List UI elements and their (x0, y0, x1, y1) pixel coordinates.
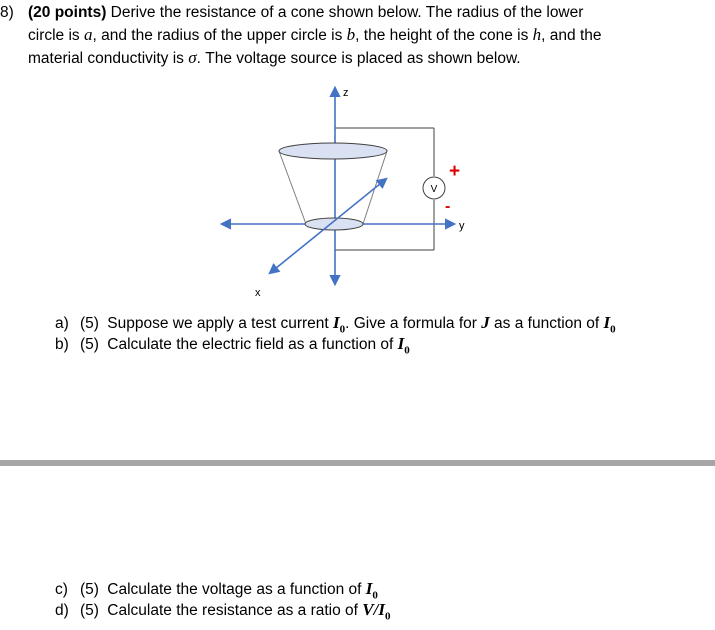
question-label: d) (55, 602, 69, 619)
question-d (55, 599, 390, 627)
problem-points: (20 points) (28, 4, 107, 21)
problem-number: 8) (0, 4, 14, 21)
question-b (55, 333, 410, 361)
symbol-a: a (83, 25, 93, 44)
symbol-sigma: σ (188, 48, 197, 67)
math-current (603, 313, 616, 336)
minus-sign: - (445, 198, 451, 215)
question-text: Suppose we apply a test current (107, 315, 334, 332)
plus-sign: + (449, 161, 461, 182)
voltmeter-label: V (430, 184, 438, 195)
question-points: (5) (80, 602, 99, 619)
question-text: Calculate the electric field as a function of (107, 336, 398, 353)
question-points: (5) (80, 581, 99, 598)
math-symbol: I (333, 313, 340, 332)
symbol-b: b (346, 25, 356, 44)
problem-line-1-text: Derive the resistance of a cone shown below. The radius of the lower (106, 4, 584, 21)
math-subscript: 0 (404, 344, 410, 357)
math-symbol: I (603, 313, 611, 332)
math-subscript: 0 (384, 610, 391, 623)
question-label: a) (55, 315, 69, 332)
axis-x-label: x (255, 287, 261, 299)
math-subscript: 0 (372, 589, 378, 602)
axis-z-label: z (343, 87, 349, 99)
question-text: as a function of (489, 315, 604, 332)
math-current (333, 313, 346, 336)
math-subscript: 0 (339, 323, 346, 336)
math-symbol: I (365, 579, 373, 598)
upper-circle (279, 143, 387, 159)
line3-text-a: material conductivity is (28, 50, 189, 67)
math-symbol: I (397, 334, 405, 353)
line2-text-c: , the height of the cone is (355, 27, 533, 44)
question-text: . Give a formula for (345, 315, 482, 332)
line2-text-a: circle is (28, 27, 84, 44)
math-current (397, 334, 410, 357)
line2-text-b: , and the radius of the upper circle is (92, 27, 347, 44)
math-subscript: 0 (610, 323, 616, 336)
question-text: Calculate the resistance as a ratio of (107, 602, 363, 619)
axis-y-label: y (459, 220, 465, 232)
question-text: Calculate the voltage as a function of (107, 581, 366, 598)
cone-body (279, 151, 387, 224)
question-points: (5) (80, 315, 99, 332)
question-label: c) (55, 581, 68, 598)
line3-text-b: . The voltage source is placed as shown below. (196, 50, 521, 67)
symbol-h: h (532, 25, 542, 44)
math-current-density: J (481, 313, 490, 332)
line2-text-d: , and the (541, 27, 602, 44)
voltmeter (423, 177, 445, 199)
x-axis (270, 179, 386, 273)
math-ratio (362, 600, 391, 623)
question-points: (5) (80, 336, 99, 353)
lower-circle (305, 218, 363, 230)
page-divider (0, 460, 715, 466)
math-current (365, 579, 378, 602)
math-symbol: V/I (362, 600, 385, 619)
question-label: b) (55, 336, 69, 353)
